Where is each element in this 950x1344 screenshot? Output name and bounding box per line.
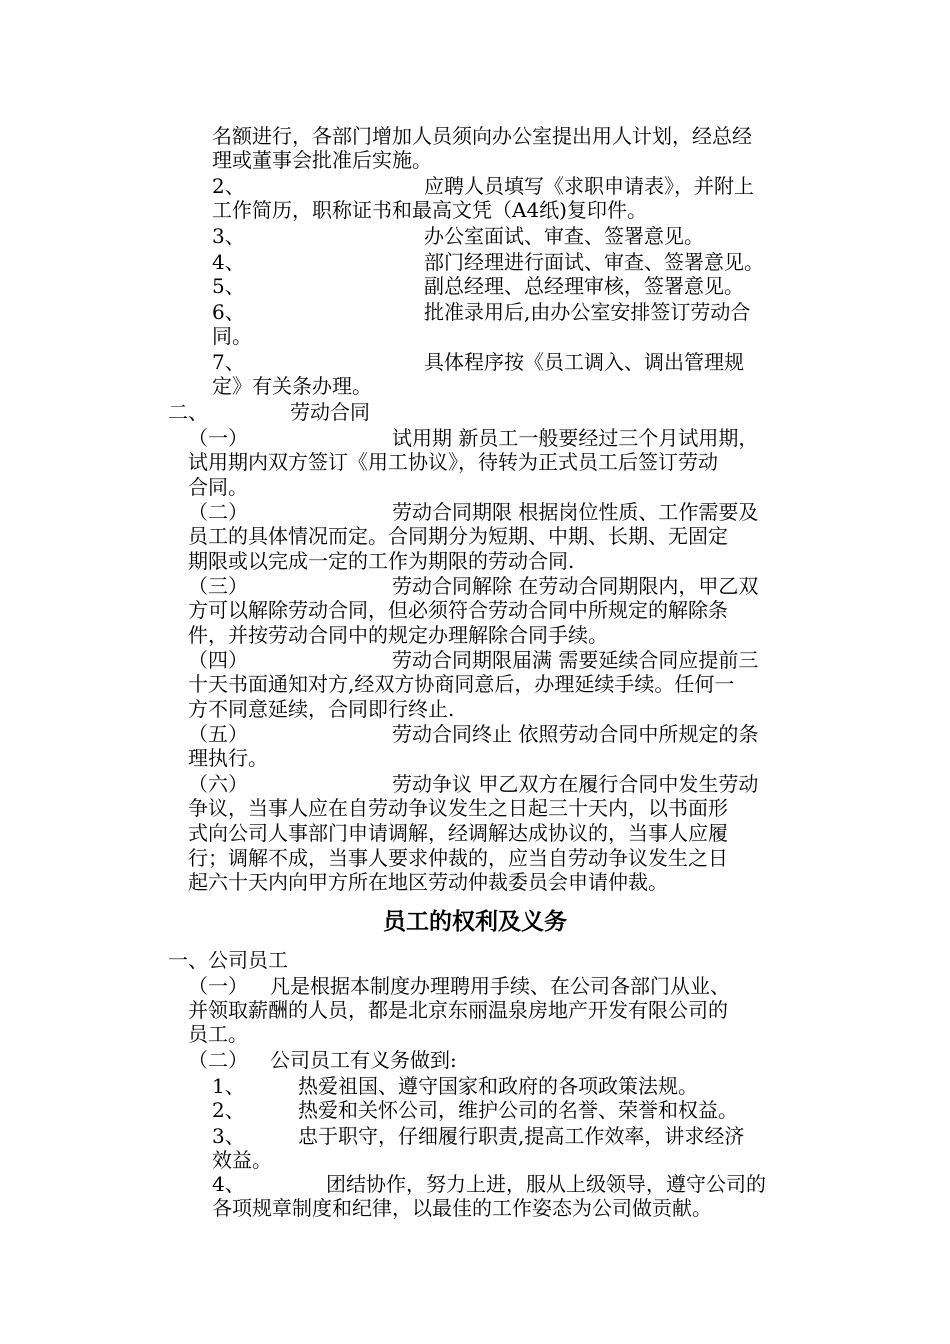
section-a-heading: 一、公司员工 bbox=[168, 948, 288, 972]
duty-1-lead: 热爱祖国、遵守国家和政府的各项政策法规。 bbox=[298, 1074, 698, 1098]
item-4-number: 4、 bbox=[212, 250, 245, 274]
duty-3-lead: 忠于职守，仔细履行职责,提高工作效率，讲求经济 bbox=[298, 1124, 745, 1148]
clause-6-line-1: 争议，当事人应在自劳动争议发生之日起三十天内，以书面形 bbox=[188, 796, 728, 820]
section-2-heading: 劳动合同 bbox=[290, 400, 370, 424]
intro-line-2 bbox=[212, 148, 432, 172]
duty-1-number: 1、 bbox=[212, 1074, 245, 1098]
clause-5-line-1: 理执行。 bbox=[188, 746, 268, 770]
item-3-number: 3、 bbox=[212, 224, 245, 248]
clause-3-line-2: 件，并按劳动合同中的规定办理解除合同手续。 bbox=[188, 623, 608, 647]
duty-4-lead: 团结协作，努力上进，服从上级领导，遵守公司的 bbox=[326, 1172, 766, 1196]
clause-6-line-4: 起六十天内向甲方所在地区劳动仲裁委员会申请仲裁。 bbox=[188, 870, 668, 894]
clause-2-lead: 劳动合同期限 根据岗位性质、工作需要及 bbox=[392, 500, 759, 524]
item-6-cont: 同。 bbox=[212, 324, 252, 348]
duty-clause-lead: 公司员工有义务做到: bbox=[270, 1048, 457, 1072]
clause-6-lead: 劳动争议 甲乙双方在履行合同中发生劳动 bbox=[392, 772, 759, 796]
chapter-title: 员工的权利及义务 bbox=[383, 909, 567, 935]
clause-1-number: （一） bbox=[188, 426, 248, 450]
clause-1-line-1: 试用期内双方签订《用工协议》，待转为正式员工后签订劳动 bbox=[188, 450, 718, 474]
clause-3-lead: 劳动合同解除 在劳动合同期限内，甲乙双 bbox=[392, 574, 759, 598]
clause-6-number: （六） bbox=[188, 772, 248, 796]
clause-2-number: （二） bbox=[188, 500, 248, 524]
member-clause-lead: 凡是根据本制度办理聘用手续、在公司各部门从业、 bbox=[270, 974, 730, 998]
clause-6-line-2: 式向公司人事部门申请调解，经调解达成协议的，当事人应履 bbox=[188, 821, 728, 845]
item-2-cont: 工作简历，职称证书和最高文凭（A4纸)复印件。 bbox=[212, 198, 647, 222]
clause-5-lead: 劳动合同终止 依照劳动合同中所规定的条 bbox=[392, 722, 759, 746]
clause-1-line-2: 合同。 bbox=[188, 475, 248, 499]
clause-3-line-1: 方可以解除劳动合同，但必须符合劳动合同中所规定的解除条 bbox=[188, 598, 728, 622]
item-3-lead: 办公室面试、审查、签署意见。 bbox=[424, 224, 704, 248]
intro-text-1: 名额进行，各部门增加人员须向办公室提出用人计划，经总经 bbox=[212, 124, 752, 148]
clause-1-lead: 试用期 新员工一般要经过三个月试用期， bbox=[392, 426, 759, 450]
clause-6-line-3: 行；调解不成，当事人要求仲裁的，应当自劳动争议发生之日 bbox=[188, 846, 728, 870]
member-clause-line-1: 并领取薪酬的人员，都是北京东丽温泉房地产开发有限公司的 bbox=[188, 998, 728, 1022]
duty-clause-number: （二） bbox=[188, 1048, 248, 1072]
duty-4-cont: 各项规章制度和纪律，以最佳的工作姿态为公司做贡献。 bbox=[212, 1196, 712, 1220]
duty-2-lead: 热爱和关怀公司，维护公司的名誉、荣誉和权益。 bbox=[298, 1098, 738, 1122]
item-5-lead: 副总经理、总经理审核，签署意见。 bbox=[424, 274, 744, 298]
item-6-lead: 批准录用后,由办公室安排签订劳动合 bbox=[424, 300, 751, 324]
clause-4-number: （四） bbox=[188, 648, 248, 672]
item-7-cont: 定》有关条办理。 bbox=[212, 374, 372, 398]
clause-3-number: （三） bbox=[188, 574, 248, 598]
clause-5-number: （五） bbox=[188, 722, 248, 746]
intro-text-2: 理或董事会批准后实施。 bbox=[212, 148, 432, 172]
intro-line-1 bbox=[212, 124, 752, 148]
duty-3-number: 3、 bbox=[212, 1124, 245, 1148]
clause-4-line-1: 十天书面通知对方,经双方协商同意后，办理延续手续。任何一 bbox=[188, 672, 735, 696]
clause-2-line-1: 员工的具体情况而定。合同期分为短期、中期、长期、无固定 bbox=[188, 524, 728, 548]
item-5-number: 5、 bbox=[212, 274, 245, 298]
member-clause-number: （一） bbox=[188, 974, 248, 998]
member-clause-line-2: 员工。 bbox=[188, 1022, 248, 1046]
item-4-lead: 部门经理进行面试、审查、签署意见。 bbox=[424, 250, 764, 274]
item-7-number: 7、 bbox=[212, 350, 245, 374]
item-6-number: 6、 bbox=[212, 300, 245, 324]
duty-2-number: 2、 bbox=[212, 1098, 245, 1122]
clause-4-line-2: 方不同意延续，合同即行终止. bbox=[188, 697, 455, 721]
item-2-lead: 应聘人员填写《求职申请表》，并附上 bbox=[424, 174, 754, 198]
duty-3-cont: 效益。 bbox=[212, 1148, 272, 1172]
item-7-lead: 具体程序按《员工调入、调出管理规 bbox=[424, 350, 744, 374]
duty-4-number: 4、 bbox=[212, 1172, 245, 1196]
item-2-number: 2、 bbox=[212, 174, 245, 198]
clause-4-lead: 劳动合同期限届满 需要延续合同应提前三 bbox=[392, 648, 759, 672]
clause-2-line-2: 期限或以完成一定的工作为期限的劳动合同. bbox=[188, 549, 575, 573]
section-2-number: 二、 bbox=[168, 400, 208, 424]
